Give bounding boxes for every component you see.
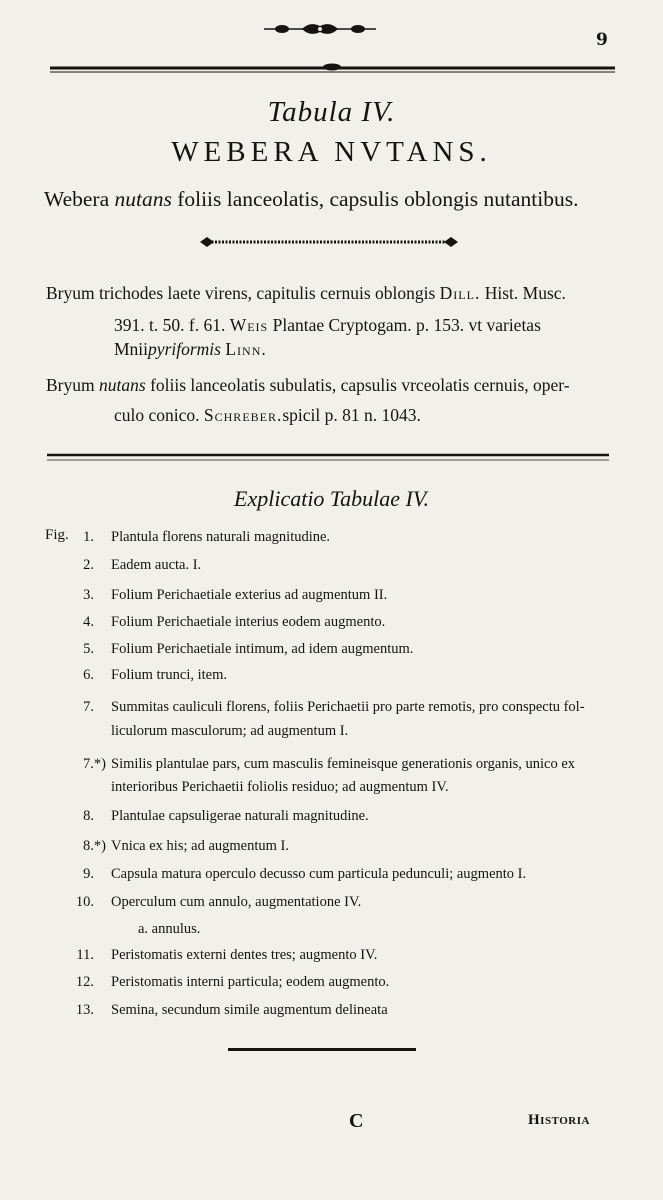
catchword: Historia [528,1112,590,1128]
synonym-text: Mnii [114,339,149,359]
figure-number: 3. [83,587,94,603]
synonym-text: culo conico. [114,405,200,425]
figure-number: 4. [83,614,94,630]
figure-caption: Summitas cauliculi florens, foliis Perichaetii pro parte remotis, pro conspectu fol- [111,699,585,715]
synonym-text: foliis lanceolatis subulatis, capsulis vrceolatis cernuis, oper- [150,375,570,395]
figure-caption: Plantula florens naturali magnitudine. [111,529,331,545]
species-heading: WEBERA NVTANS. [171,136,492,168]
figure-caption: Operculum cum annulo, augmentatione IV. [111,894,362,910]
figure-number: 6. [83,667,94,683]
closing-rule [228,1048,416,1051]
explanation-heading: Explicatio Tabulae IV. [234,486,429,511]
synonym-author: Schreber. [203,405,283,425]
synonym-text: Plantae Cryptogam. p. 153. vt varietas [272,315,541,335]
figure-caption: Semina, secundum simile augmentum delineata [111,1002,388,1018]
synonym-text: Bryum [46,375,95,395]
figure-number: 12. [75,974,94,990]
figure-number: 13. [75,1002,94,1018]
synonym-2-line-2 [114,405,421,426]
synonym-1-line-1 [46,283,566,304]
synonym-text: Bryum trichodes laete virens, capitulis cernuis oblongis [46,283,436,303]
figure-caption: Similis plantulae pars, cum masculis femineisque generationis organis, unico ex [111,756,576,772]
section-rule [47,452,609,462]
figure-number: 2. [83,557,94,573]
synonym-2-line-1 [46,375,570,396]
figure-caption-continued: liculorum masculorum; ad augmentum I. [111,723,349,739]
top-ornament [262,20,378,38]
synonym-author: Linn. [225,339,267,359]
figure-caption-continued: interioribus Perichaetii foliolis residuo; ad augmentum IV. [111,779,449,795]
synonym-text: Hist. Musc. [484,283,566,303]
synonym-1-line-3 [114,339,267,360]
figure-number: 8.*) [83,838,106,854]
figure-subcaption: a. annulus. [138,921,201,937]
figure-caption: Plantulae capsuligerae naturali magnitudine. [111,808,369,824]
figure-caption: Vnica ex his; ad augmentum I. [111,838,289,854]
diagnosis-text: foliis lanceolatis, capsulis oblongis nutantibus. [177,187,579,211]
figure-caption: Peristomatis externi dentes tres; augmento IV. [111,947,378,963]
synonym-text: spicil p. 81 n. 1043. [282,405,421,425]
synonym-1-line-2 [114,315,541,336]
figure-caption: Eadem aucta. I. [111,557,202,573]
synonym-author: Dill. [439,283,481,303]
synonym-species: pyriformis [148,339,221,359]
figure-number: 9. [83,866,94,882]
diagnosis-genus: Webera [44,187,110,211]
top-rule [50,62,615,74]
figure-number: 11. [76,947,94,963]
figure-caption: Capsula matura operculo decusso cum particula pedunculi; augmento I. [111,866,527,882]
figure-number: 1. [83,529,94,545]
figure-number: 10. [75,894,94,910]
figure-number: 5. [83,641,94,657]
figure-caption: Folium trunci, item. [111,667,227,683]
section-ornament [200,235,458,249]
figure-caption: Folium Perichaetiale interius eodem augmento. [111,614,386,630]
figure-caption: Peristomatis interni particula; eodem augmento. [111,974,390,990]
figure-caption: Folium Perichaetiale intimum, ad idem augmentum. [111,641,414,657]
species-diagnosis [44,187,644,212]
figure-number: 8. [83,808,94,824]
diagnosis-species: nutans [114,187,172,211]
synonym-text: 391. t. 50. f. 61. [114,315,226,335]
synonym-author: Weis [229,315,269,335]
figure-caption: Folium Perichaetiale exterius ad augmentum II. [111,587,388,603]
plate-title: Tabula IV. [267,96,396,128]
fig-label: Fig. [45,527,69,543]
figure-number: 7. [83,699,94,715]
page-number: 9 [596,30,608,50]
signature-mark: C [349,1110,364,1132]
figure-number: 7.*) [83,756,106,772]
synonym-species: nutans [99,375,146,395]
